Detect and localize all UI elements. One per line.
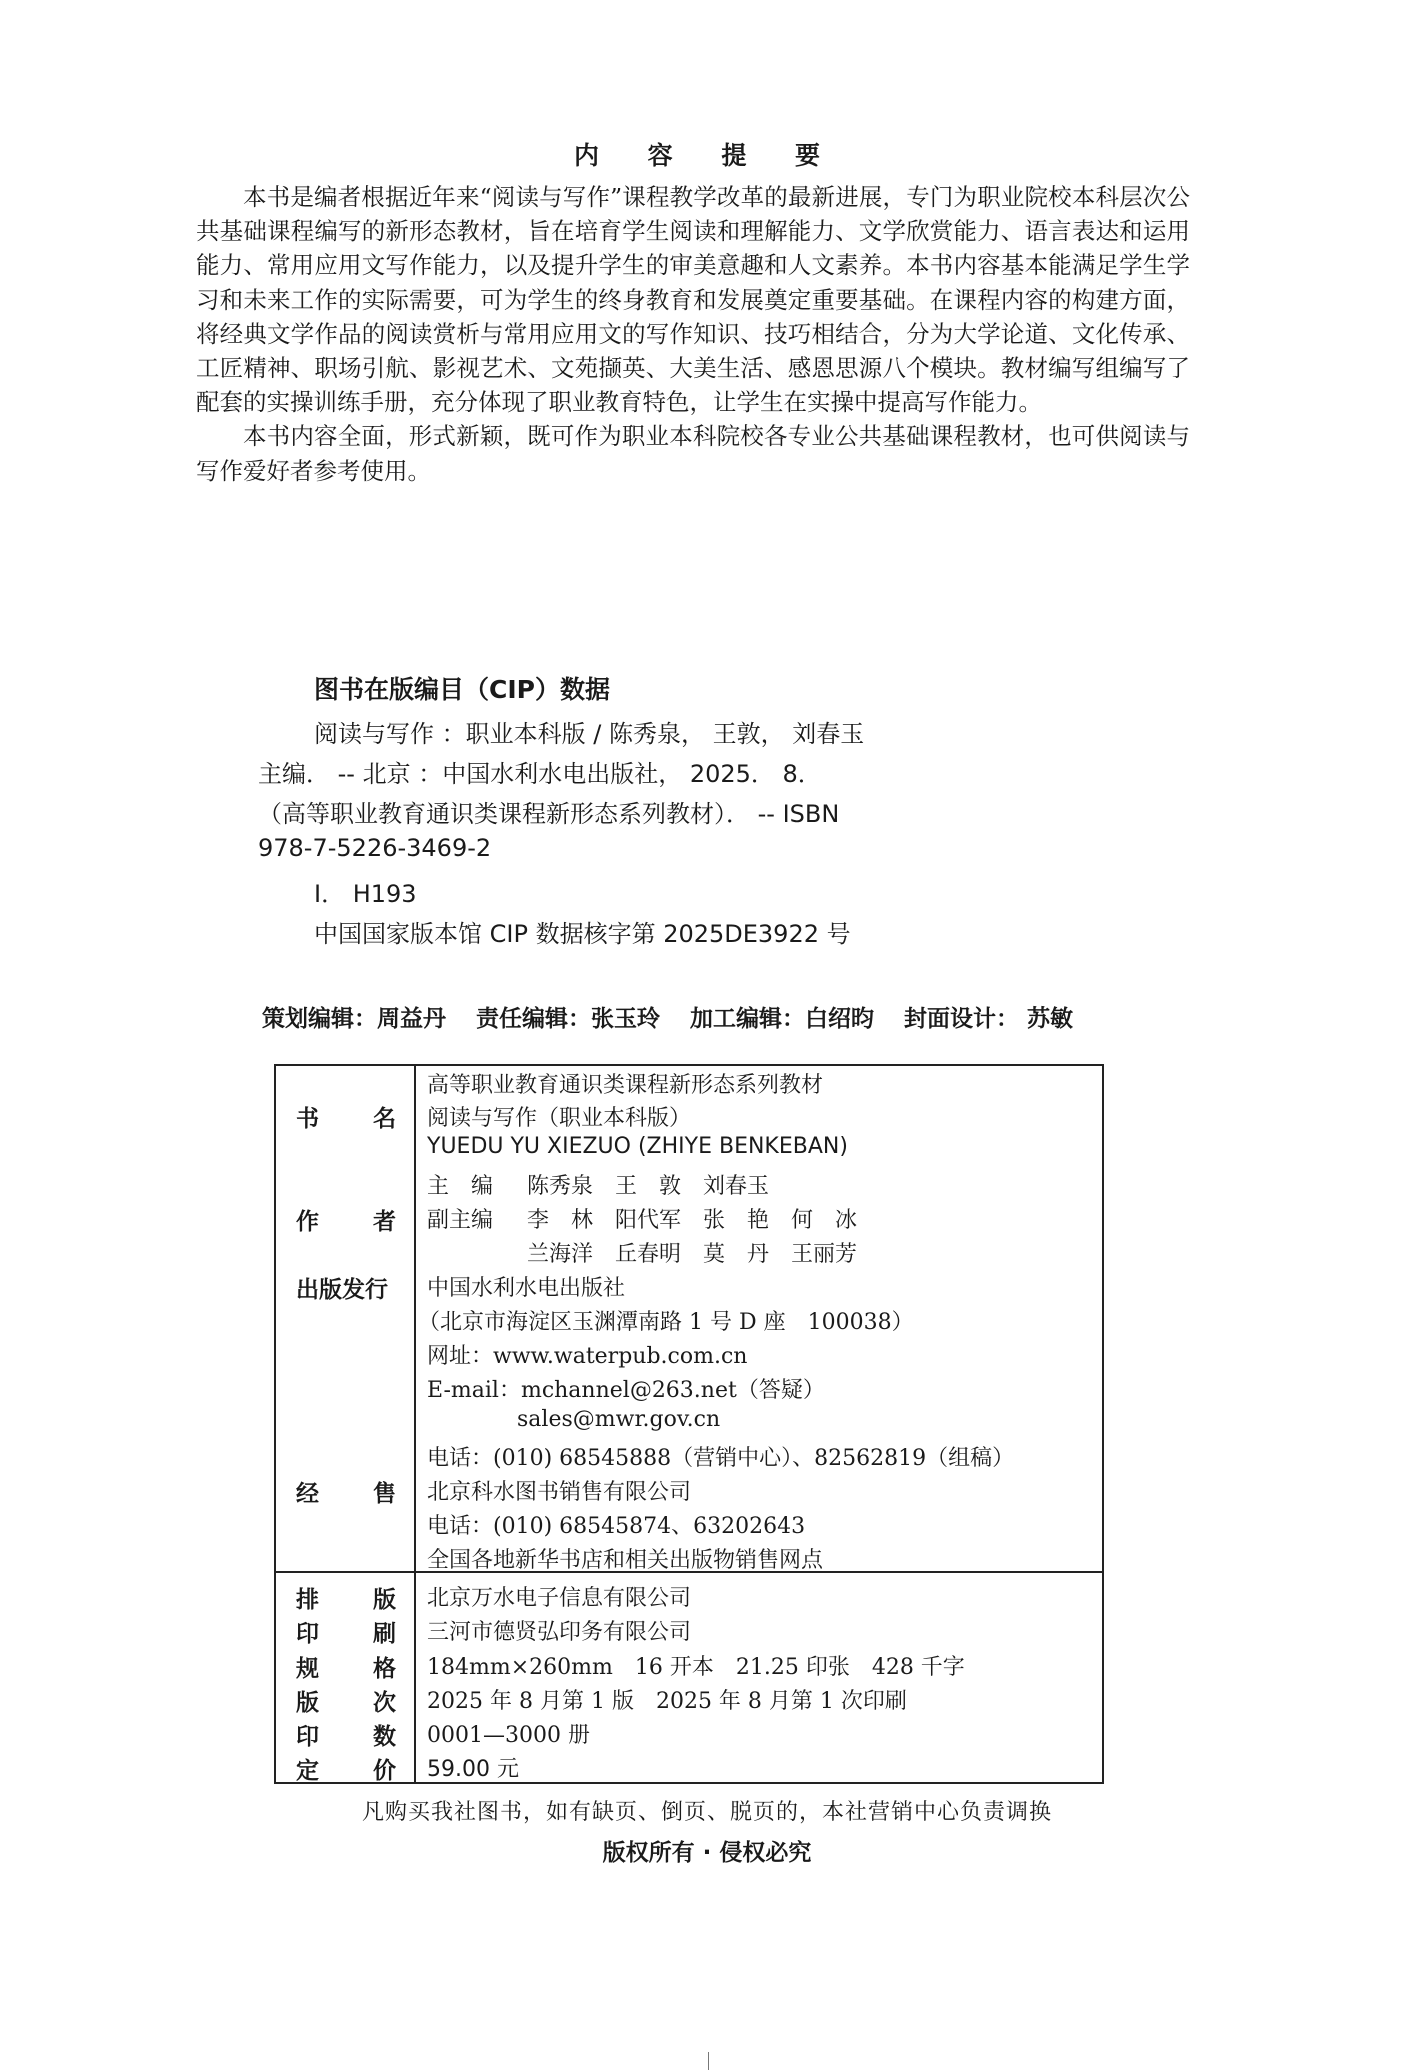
- processing-editor: 加工编辑：白绍昀: [690, 1006, 875, 1032]
- sales-phone: 电话：(010) 68545874、63202643: [427, 1514, 806, 1539]
- label-authors: 作 者: [296, 1209, 396, 1235]
- deputy-editors-1: 李 林 阳代军 张 艳 何 冰: [527, 1208, 858, 1233]
- replacement-notice: 凡购买我社图书，如有缺页、倒页、脱页的，本社营销中心负责调换: [361, 1800, 1052, 1825]
- summary-body: [196, 180, 1190, 488]
- label-printing: 印 刷: [296, 1621, 396, 1647]
- label-spec: 规 格: [296, 1656, 396, 1682]
- copyright-notice: 版权所有 · 侵权必究: [602, 1840, 812, 1866]
- cip-line-2: 主编． -- 北京 ：中国水利水电出版社， 2025． 8．: [258, 760, 822, 788]
- typesetting-company: 北京万水电子信息有限公司: [427, 1586, 692, 1611]
- label-book-name: 书 名: [296, 1106, 396, 1132]
- colophon-divider-vertical: [414, 1064, 416, 1784]
- chief-editors: 陈秀泉 王 敦 刘春玉: [527, 1174, 770, 1199]
- summary-paragraph-2: 本书内容全面，形式新颖，既可作为职业本科院校各专业公共基础课程教材，也可供阅读与写作爱好者参考使用。: [196, 422, 1190, 485]
- printing-company: 三河市德贤弘印务有限公司: [427, 1620, 692, 1645]
- deputy-role: 副主编: [427, 1208, 494, 1233]
- publisher-address: （北京市海淀区玉渊潭南路 1 号 D 座 100038）: [418, 1310, 914, 1335]
- label-publisher: 出版发行: [296, 1277, 388, 1303]
- cip-line-6: 中国国家版本馆 CIP 数据核字第 2025DE3922 号: [314, 920, 851, 948]
- print-run: 0001—3000 册: [427, 1723, 590, 1748]
- cip-line-1: 阅读与写作 ：职业本科版 / 陈秀泉， 王敦， 刘春玉: [314, 720, 865, 748]
- editor-credits: [262, 1000, 1095, 1033]
- sales-company: 北京科水图书销售有限公司: [427, 1480, 692, 1505]
- summary-paragraph-1: 本书是编者根据近年来“阅读与写作”课程教学改革的最新进展，专门为职业院校本科层次公共基础课程编写的新形态教材，旨在培育学生阅读和理解能力、文学欣赏能力、语言表达和运用能力、常用应用文写作能力，以及提升学生的审美意趣和人文素养。本书内容基本能满足学生学习和未来工作的实际需要，可为学生的终身教育和发展奠定重要基础。在课程内容的构建方面，将经典文学作品的阅读赏析与常用应用文的写作知识、技巧相结合，分为大学论道、文化传承、工匠精神、职场引航、影视艺术、文苑撷英、大美生活、感恩思源八个模块。教材编写组编写了配套的实操训练手册，充分体现了职业教育特色，让学生在实操中提高写作能力。: [196, 183, 1190, 417]
- publisher-name: 中国水利水电出版社: [427, 1276, 626, 1301]
- deputy-editors-2: 兰海洋 丘春明 莫 丹 王丽芳: [527, 1242, 858, 1267]
- label-typesetting: 排 版: [296, 1587, 396, 1613]
- publisher-phone: 电话：(010) 68545888（营销中心）、82562819（组稿）: [427, 1446, 1015, 1471]
- cover-designer: 封面设计： 苏敏: [904, 1006, 1074, 1032]
- cip-line-5: Ⅰ． H193: [314, 880, 417, 908]
- responsible-editor: 责任编辑：张玉玲: [476, 1006, 661, 1032]
- book-title-pinyin: YUEDU YU XIEZUO (ZHIYE BENKEBAN): [427, 1134, 848, 1159]
- summary-title: 内 容 提 要: [573, 141, 841, 170]
- publisher-website: 网址：www.waterpub.com.cn: [427, 1344, 748, 1369]
- label-edition: 版 次: [296, 1690, 396, 1716]
- label-sales: 经 售: [296, 1481, 396, 1507]
- cip-title: 图书在版编目（CIP）数据: [314, 675, 610, 704]
- book-title: 阅读与写作（职业本科版）: [427, 1106, 692, 1131]
- book-price: 59.00 元: [427, 1757, 519, 1782]
- publisher-email-1: E-mail：mchannel@263.net（答疑）: [427, 1378, 825, 1403]
- page-center-mark: [708, 2052, 709, 2070]
- cip-line-4: 978-7-5226-3469-2: [258, 834, 492, 862]
- editor-role: 主 编: [427, 1174, 494, 1199]
- label-price: 定 价: [296, 1758, 396, 1784]
- planning-editor: 策划编辑：周益丹: [262, 1006, 446, 1032]
- book-spec: 184mm×260mm 16 开本 21.25 印张 428 千字: [427, 1655, 965, 1680]
- cip-line-3: （高等职业教育通识类课程新形态系列教材）． -- ISBN: [258, 800, 840, 828]
- sales-network: 全国各地新华书店和相关出版物销售网点: [427, 1548, 824, 1573]
- series-name: 高等职业教育通识类课程新形态系列教材: [427, 1073, 824, 1098]
- book-edition: 2025 年 8 月第 1 版 2025 年 8 月第 1 次印刷: [427, 1689, 907, 1714]
- publisher-email-2: sales@mwr.gov.cn: [517, 1407, 721, 1432]
- label-print-run: 印 数: [296, 1724, 396, 1750]
